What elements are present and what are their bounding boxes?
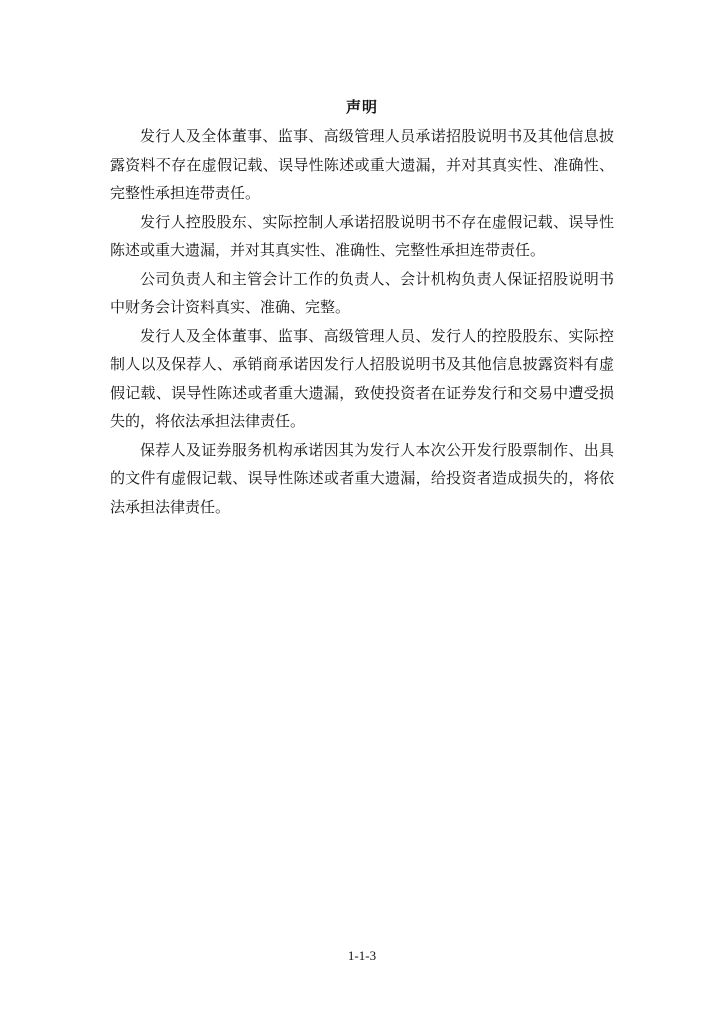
declaration-body [110, 122, 614, 521]
paragraph-5: 保荐人及证券服务机构承诺因其为发行人本次公开发行股票制作、出具的文件有虚假记载、误导性陈述或者重大遗漏，给投资者造成损失的，将依法承担法律责任。 [110, 440, 614, 516]
paragraph-4: 发行人及全体董事、监事、高级管理人员、发行人的控股股东、实际控制人以及保荐人、承销商承诺因发行人招股说明书及其他信息披露资料有虚假记载、误导性陈述或者重大遗漏，致使投资者在证券发行和交易中遭受损失的，将依法承担法律责任。 [110, 326, 614, 430]
paragraph-3: 公司负责人和主管会计工作的负责人、会计机构负责人保证招股说明书中财务会计资料真实、准确、完整。 [110, 269, 614, 316]
page-number: 1-1-3 [347, 948, 377, 963]
paragraph-1: 发行人及全体董事、监事、高级管理人员承诺招股说明书及其他信息披露资料不存在虚假记载、误导性陈述或重大遗漏，并对其真实性、准确性、完整性承担连带责任。 [110, 127, 614, 202]
document-title: 声明 [345, 98, 378, 116]
paragraph-2: 发行人控股股东、实际控制人承诺招股说明书不存在虚假记载、误导性陈述或重大遗漏，并对其真实性、准确性、完整性承担连带责任。 [110, 212, 614, 259]
